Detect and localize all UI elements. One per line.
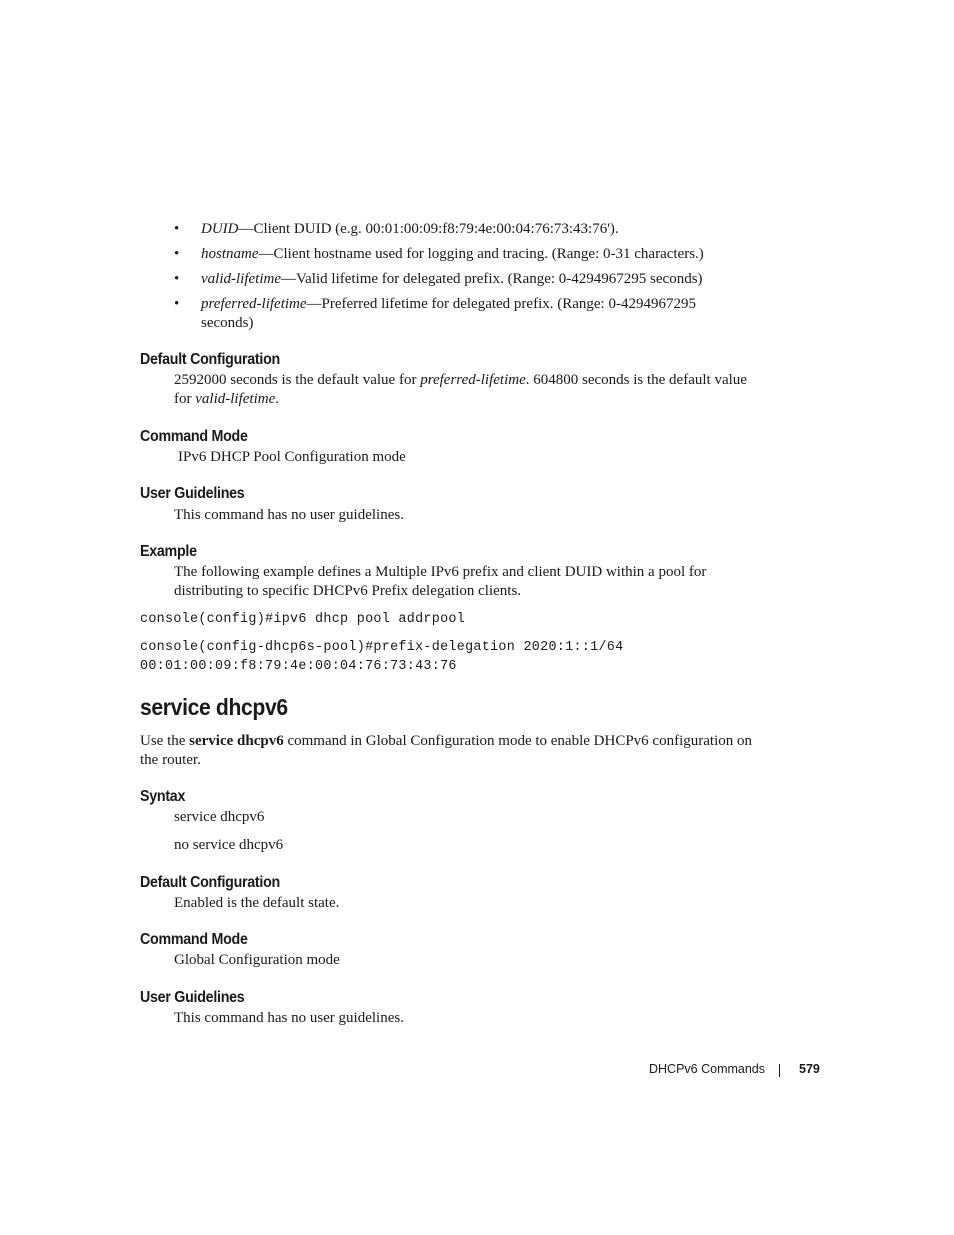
parameter-term: hostname xyxy=(201,246,259,262)
user-guidelines-heading: User Guidelines xyxy=(140,989,245,1006)
parameter-description: —Client hostname used for logging and tracing. (Range: 0-31 characters.) xyxy=(258,246,704,262)
syntax-heading: Syntax xyxy=(140,788,186,805)
command-mode-text: Global Configuration mode xyxy=(174,952,340,968)
code-line: console(config)#ipv6 dhcp pool addrpool xyxy=(140,612,466,627)
user-guidelines-text: This command has no user guidelines. xyxy=(174,507,404,523)
example-text: The following example defines a Multiple IPv6 prefix and client DUID within a pool for distributing to specific DHCPv6 Prefix delegation clients. xyxy=(174,564,707,599)
footer-section-name: DHCPv6 Commands xyxy=(649,1062,766,1076)
user-guidelines-text: This command has no user guidelines. xyxy=(174,1010,404,1026)
bullet-icon: • xyxy=(174,221,180,237)
footer-divider xyxy=(779,1064,780,1077)
parameter-term: preferred-lifetime xyxy=(201,296,307,312)
syntax-line: no service dhcpv6 xyxy=(174,837,284,853)
page-number: 579 xyxy=(799,1062,820,1076)
command-mode-heading: Command Mode xyxy=(140,428,248,445)
default-configuration-heading: Default Configuration xyxy=(140,874,280,891)
bullet-icon: • xyxy=(174,271,180,287)
parameter-description: —Valid lifetime for delegated prefix. (Range: 0-4294967295 seconds) xyxy=(280,271,703,287)
parameter-description: —Client DUID (e.g. 00:01:00:09:f8:79:4e:00:04:76:73:43:76'). xyxy=(238,221,619,237)
bullet-icon: • xyxy=(174,246,180,262)
command-mode-text: IPv6 DHCP Pool Configuration mode xyxy=(178,449,406,465)
parameter-term: DUID xyxy=(201,221,239,237)
default-configuration-heading: Default Configuration xyxy=(140,351,280,368)
code-line: console(config-dhcp6s-pool)#prefix-delegation 2020:1::1/64 xyxy=(140,640,624,655)
command-mode-heading: Command Mode xyxy=(140,931,248,948)
example-heading: Example xyxy=(140,543,197,560)
parameter-term: valid-lifetime xyxy=(201,271,281,287)
section-title: service dhcpv6 xyxy=(140,694,288,720)
code-line: 00:01:00:09:f8:79:4e:00:04:76:73:43:76 xyxy=(140,659,457,674)
section-intro: Use the service dhcpv6 command in Global Configuration mode to enable DHCPv6 configuration on the router. xyxy=(140,733,752,768)
syntax-line: service dhcpv6 xyxy=(174,809,265,825)
default-configuration-text: 2592000 seconds is the default value for preferred-lifetime. 604800 seconds is the default value for valid-lifetime. xyxy=(174,372,747,407)
parameter-description: —Preferred lifetime for delegated prefix. (Range: 0-4294967295 seconds) xyxy=(201,296,696,331)
user-guidelines-heading: User Guidelines xyxy=(140,485,245,502)
bullet-icon: • xyxy=(174,296,180,312)
default-configuration-text: Enabled is the default state. xyxy=(174,895,340,911)
